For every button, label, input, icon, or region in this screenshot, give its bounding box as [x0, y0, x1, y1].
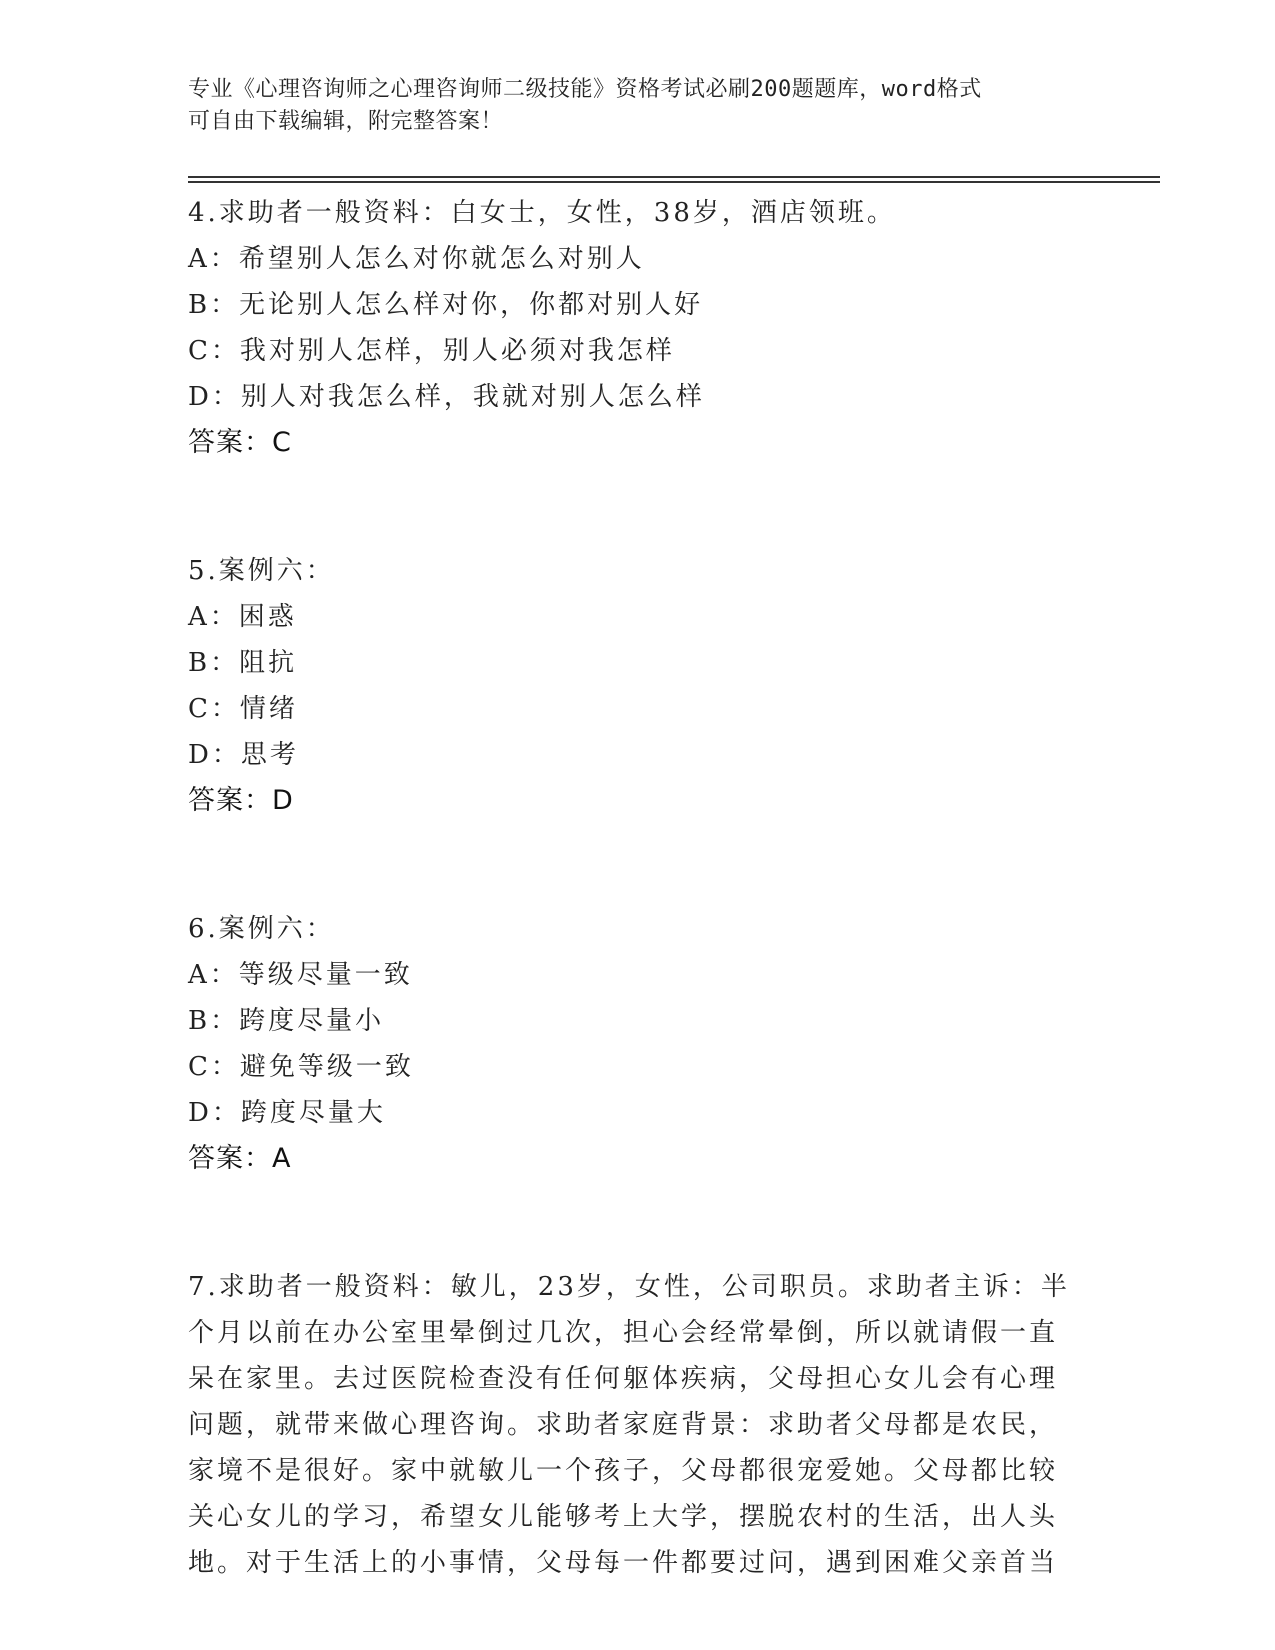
option-b: B：阻抗 [188, 648, 298, 678]
header-divider-bottom [188, 181, 1160, 183]
question-5 [188, 548, 1078, 824]
option-d: D：跨度尽量大 [188, 1098, 386, 1128]
question-7-line-4: 问题，就带来做心理咨询。求助者家庭背景：求助者父母都是农民， [188, 1410, 1059, 1440]
option-d: D：别人对我怎么样，我就对别人怎么样 [188, 382, 705, 412]
answer-label: 答案：A [188, 1143, 292, 1174]
option-b: B：跨度尽量小 [188, 1006, 385, 1036]
header-divider-top [188, 176, 1160, 178]
question-7-line-3: 呆在家里。去过医院检查没有任何躯体疾病，父母担心女儿会有心理 [188, 1364, 1059, 1394]
option-d: D：思考 [188, 740, 299, 770]
question-7 [188, 1264, 1078, 1586]
option-a: A：希望别人怎么对你就怎么对别人 [188, 244, 645, 274]
question-7-line-5: 家境不是很好。家中就敏儿一个孩子，父母都很宠爱她。父母都比较 [188, 1456, 1059, 1486]
question-title: 6.案例六： [188, 914, 335, 944]
question-spacer [188, 466, 1078, 548]
question-4 [188, 190, 1078, 466]
answer-label: 答案：C [188, 427, 292, 458]
option-c: C：避免等级一致 [188, 1052, 414, 1082]
question-7-line-7: 地。对于生活上的小事情，父母每一件都要过问，遇到困难父亲首当 [188, 1548, 1059, 1578]
document-header [188, 74, 1068, 138]
question-title: 4.求助者一般资料：白女士，女性，38岁，酒店领班。 [188, 198, 896, 228]
option-a: A：困惑 [188, 602, 297, 632]
question-spacer [188, 1182, 1078, 1264]
option-b: B：无论别人怎么样对你，你都对别人好 [188, 290, 704, 320]
option-a: A：等级尽量一致 [188, 960, 413, 990]
question-7-line-2: 个月以前在办公室里晕倒过几次，担心会经常晕倒，所以就请假一直 [188, 1318, 1059, 1348]
answer-label: 答案：D [188, 785, 294, 816]
question-7-line-6: 关心女儿的学习，希望女儿能够考上大学，摆脱农村的生活，出人头 [188, 1502, 1059, 1532]
option-c: C：我对别人怎样，别人必须对我怎样 [188, 336, 675, 366]
question-7-line-1: 7.求助者一般资料：敏儿，23岁，女性，公司职员。求助者主诉：半 [188, 1272, 1070, 1302]
question-title: 5.案例六： [188, 556, 335, 586]
question-list [188, 190, 1078, 1586]
question-spacer [188, 824, 1078, 906]
header-line-1: 专业《心理咨询师之心理咨询师二级技能》资格考试必刷200题题库，word格式 [188, 77, 982, 102]
option-c: C：情绪 [188, 694, 298, 724]
header-line-2: 可自由下载编辑，附完整答案！ [188, 109, 504, 134]
question-6 [188, 906, 1078, 1182]
